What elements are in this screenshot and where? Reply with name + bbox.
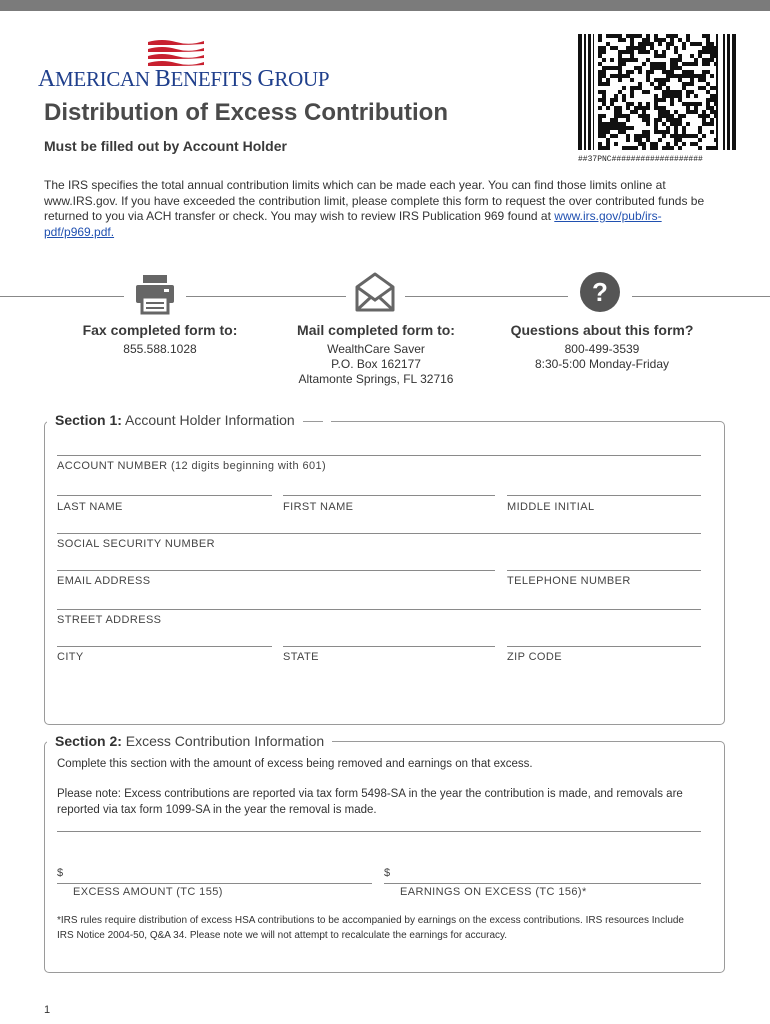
fax-number: 855.588.1028 <box>123 342 197 356</box>
company-logo-text: AMERICAN BENEFITS GROUP <box>38 66 330 92</box>
page-title: Distribution of Excess Contribution <box>44 99 449 126</box>
svg-text:?: ? <box>592 277 608 307</box>
printer-icon <box>133 272 177 316</box>
state-label: STATE <box>283 651 319 663</box>
divider-line <box>632 296 770 297</box>
section-1-title: Section 1: Account Holder Information <box>47 412 303 428</box>
account-number-label: ACCOUNT NUMBER (12 digits beginning with 601) <box>57 460 327 472</box>
telephone-label: TELEPHONE NUMBER <box>507 575 631 587</box>
fax-column <box>60 322 260 356</box>
irs-publication-link[interactable]: www.irs.gov/pub/irs-pdf/p969.pdf. <box>44 209 662 239</box>
mail-line-3: Altamonte Springs, FL 32716 <box>298 372 454 386</box>
city-label: CITY <box>57 651 84 663</box>
earnings-on-excess-label: EARNINGS ON EXCESS (TC 156)* <box>400 886 587 898</box>
middle-initial-label: MIDDLE INITIAL <box>507 501 595 513</box>
top-bar <box>0 0 770 11</box>
section-2-title: Section 2: Excess Contribution Information <box>47 733 332 749</box>
questions-phone: 800-499-3539 <box>564 342 640 356</box>
email-label: EMAIL ADDRESS <box>57 575 151 587</box>
intro-text: The IRS specifies the total annual contribution limits which can be made each year. You can find those limits online at www.IRS.gov. If you have exceeded the contribution limit, please complete this form to request the over contributed funds be returned to you via ACH transfer or check. You may wish to review IRS Publication 969 found at <box>44 178 705 223</box>
questions-heading: Questions about this form? <box>510 322 694 338</box>
section-2-note: Please note: Excess contributions are reported via tax form 5498-SA in the year the contribution is made, and removals are reported via tax form 1099-SA in the year the removal is made. <box>57 788 683 816</box>
section-2-divider <box>57 831 701 832</box>
section-2-instruction: Complete this section with the amount of excess being removed and earnings on that excess. <box>57 758 533 770</box>
excess-amount-input[interactable] <box>57 883 372 884</box>
questions-hours: 8:30-5:00 Monday-Friday <box>534 357 670 371</box>
barcode <box>578 34 736 150</box>
envelope-icon <box>353 270 397 314</box>
ssn-input[interactable] <box>57 533 701 534</box>
divider-line <box>0 296 124 297</box>
question-icon <box>578 270 622 314</box>
email-input[interactable] <box>57 570 495 571</box>
divider-line <box>186 296 346 297</box>
mail-line-2: P.O. Box 162177 <box>331 357 421 371</box>
first-name-input[interactable] <box>283 495 495 496</box>
page-subtitle: Must be filled out by Account Holder <box>44 138 287 154</box>
intro-paragraph <box>44 178 714 240</box>
middle-initial-input[interactable] <box>507 495 701 496</box>
barcode-text: ##37PNC################### <box>578 155 703 164</box>
earnings-currency: $ <box>384 867 391 879</box>
last-name-input[interactable] <box>57 495 272 496</box>
divider-line <box>405 296 568 297</box>
irs-footnote: *IRS rules require distribution of excess HSA contributions to be accompanied by earnings on the excess contributions. IRS resources Include IRS Notice 2004-50, Q&A 34. Please note we will not attempt to recalculate the earnings for accuracy. <box>57 915 684 941</box>
fax-heading: Fax completed form to: <box>82 322 238 338</box>
mail-column <box>276 322 476 386</box>
last-name-label: LAST NAME <box>57 501 123 513</box>
questions-column <box>500 322 704 371</box>
ssn-label: SOCIAL SECURITY NUMBER <box>57 538 215 550</box>
telephone-input[interactable] <box>507 570 701 571</box>
first-name-label: FIRST NAME <box>283 501 354 513</box>
zip-code-input[interactable] <box>507 646 701 647</box>
page-number: 1 <box>44 1004 51 1016</box>
earnings-on-excess-input[interactable] <box>384 883 701 884</box>
excess-amount-currency: $ <box>57 867 64 879</box>
account-number-input[interactable] <box>57 455 701 456</box>
zip-code-label: ZIP CODE <box>507 651 562 663</box>
excess-amount-label: EXCESS AMOUNT (TC 155) <box>73 886 223 898</box>
mail-heading: Mail completed form to: <box>297 322 455 338</box>
mail-line-1: WealthCare Saver <box>327 342 425 356</box>
street-address-input[interactable] <box>57 609 701 610</box>
state-input[interactable] <box>283 646 495 647</box>
city-input[interactable] <box>57 646 272 647</box>
street-address-label: STREET ADDRESS <box>57 614 162 626</box>
